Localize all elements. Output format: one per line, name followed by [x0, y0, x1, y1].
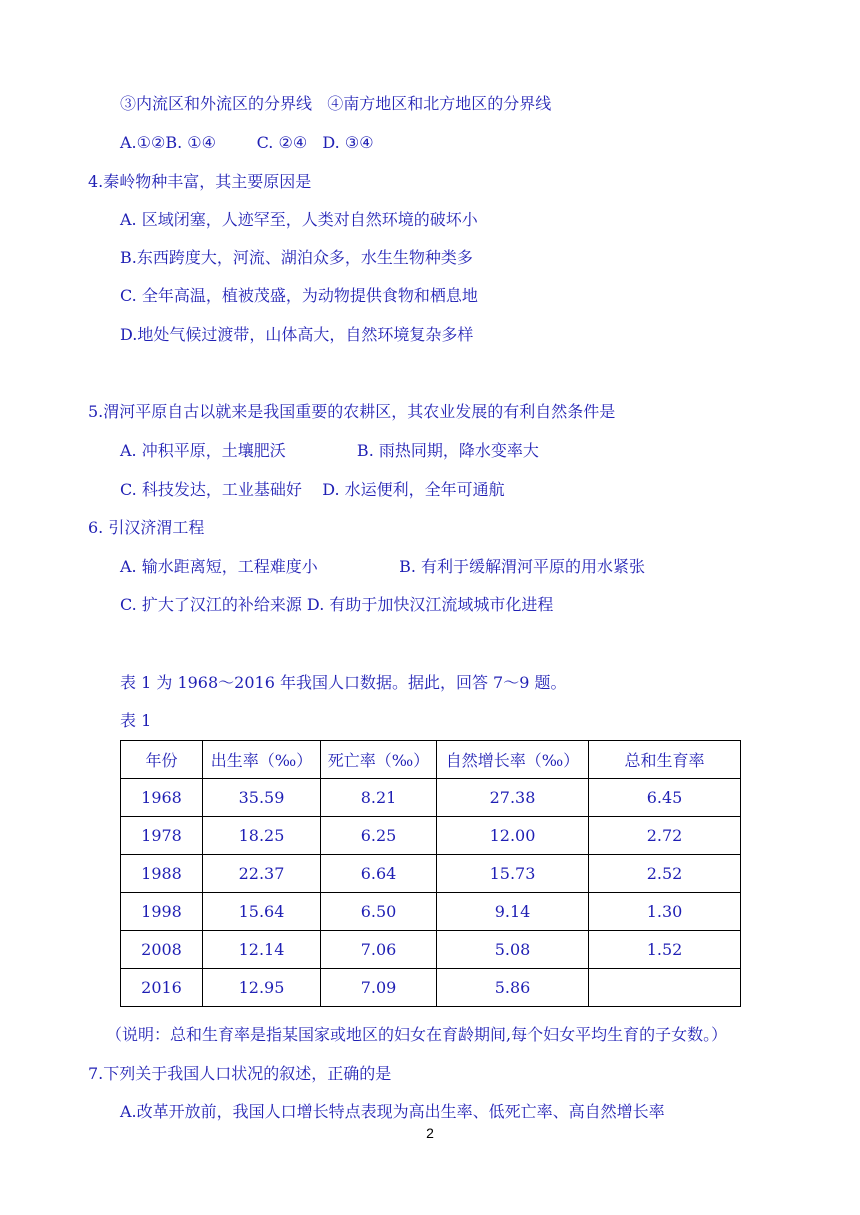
cell-death-rate: 7.09 — [321, 969, 437, 1007]
cell-natural-growth: 5.86 — [437, 969, 589, 1007]
table-row — [121, 817, 741, 855]
q5-options-cd: C. 科技发达，工业基础好 D. 水运便利，全年可通航 — [120, 480, 505, 499]
q4-option-d: D.地处气候过渡带，山体高大，自然环境复杂多样 — [120, 325, 474, 344]
q6-options-cd: C. 扩大了汉江的补给来源 D. 有助于加快汉江流域城市化进程 — [120, 595, 554, 614]
cell-birth-rate: 35.59 — [203, 779, 321, 817]
cell-year: 1968 — [121, 779, 203, 817]
q4-option-c: C. 全年高温，植被茂盛，为动物提供食物和栖息地 — [120, 286, 478, 305]
population-table — [120, 740, 741, 1007]
table-row — [121, 969, 741, 1007]
cell-death-rate: 8.21 — [321, 779, 437, 817]
cell-natural-growth: 12.00 — [437, 817, 589, 855]
table-note: （说明：总和生育率是指某国家或地区的妇女在育龄期间,每个妇女平均生育的子女数。） — [106, 1025, 728, 1044]
q4-option-a: A. 区域闭塞，人迹罕至，人类对自然环境的破坏小 — [120, 210, 478, 229]
cell-fertility-rate: 1.52 — [589, 931, 741, 969]
cell-birth-rate: 12.95 — [203, 969, 321, 1007]
cell-birth-rate: 22.37 — [203, 855, 321, 893]
cell-year: 2008 — [121, 931, 203, 969]
cell-death-rate: 6.50 — [321, 893, 437, 931]
header-birth-rate: 出生率（‰） — [203, 741, 321, 779]
table-row — [121, 855, 741, 893]
cell-birth-rate: 12.14 — [203, 931, 321, 969]
cell-natural-growth: 15.73 — [437, 855, 589, 893]
table-intro: 表 1 为 1968～2016 年我国人口数据。据此，回答 7～9 题。 — [120, 673, 567, 692]
cell-natural-growth: 9.14 — [437, 893, 589, 931]
table-row — [121, 893, 741, 931]
table-caption: 表 1 — [120, 711, 152, 730]
header-fertility-rate: 总和生育率 — [589, 741, 741, 779]
cell-fertility-rate: 2.72 — [589, 817, 741, 855]
header-year: 年份 — [121, 741, 203, 779]
table-row — [121, 779, 741, 817]
cell-year: 2016 — [121, 969, 203, 1007]
question-4: 4.秦岭物种丰富，其主要原因是 — [88, 172, 312, 191]
cell-fertility-rate — [589, 969, 741, 1007]
answer-choices-q3: A.①②B. ①④ C. ②④ D. ③④ — [120, 133, 374, 152]
cell-fertility-rate: 6.45 — [589, 779, 741, 817]
table-row — [121, 931, 741, 969]
q4-option-b: B.东西跨度大，河流、湖泊众多，水生生物种类多 — [120, 248, 473, 267]
question-6: 6. 引汉济渭工程 — [88, 518, 205, 537]
cell-death-rate: 6.25 — [321, 817, 437, 855]
table-header-row — [121, 741, 741, 779]
cell-fertility-rate: 1.30 — [589, 893, 741, 931]
cell-birth-rate: 15.64 — [203, 893, 321, 931]
cell-year: 1998 — [121, 893, 203, 931]
q6-options-ab: A. 输水距离短，工程难度小 B. 有利于缓解渭河平原的用水紧张 — [120, 557, 646, 576]
cell-death-rate: 6.64 — [321, 855, 437, 893]
header-death-rate: 死亡率（‰） — [321, 741, 437, 779]
cell-natural-growth: 5.08 — [437, 931, 589, 969]
cell-year: 1978 — [121, 817, 203, 855]
q5-options-ab: A. 冲积平原，土壤肥沃 B. 雨热同期，降水变率大 — [120, 441, 539, 460]
cell-fertility-rate: 2.52 — [589, 855, 741, 893]
cell-death-rate: 7.06 — [321, 931, 437, 969]
question-7: 7.下列关于我国人口状况的叙述，正确的是 — [88, 1064, 392, 1083]
cell-birth-rate: 18.25 — [203, 817, 321, 855]
q7-option-a: A.改革开放前，我国人口增长特点表现为高出生率、低死亡率、高自然增长率 — [120, 1102, 665, 1121]
option-line: ③内流区和外流区的分界线 ④南方地区和北方地区的分界线 — [120, 94, 552, 113]
question-5: 5.渭河平原自古以就来是我国重要的农耕区，其农业发展的有利自然条件是 — [88, 402, 616, 421]
cell-natural-growth: 27.38 — [437, 779, 589, 817]
header-natural-growth: 自然增长率（‰） — [437, 741, 589, 779]
page-number: 2 — [426, 1125, 434, 1141]
cell-year: 1988 — [121, 855, 203, 893]
